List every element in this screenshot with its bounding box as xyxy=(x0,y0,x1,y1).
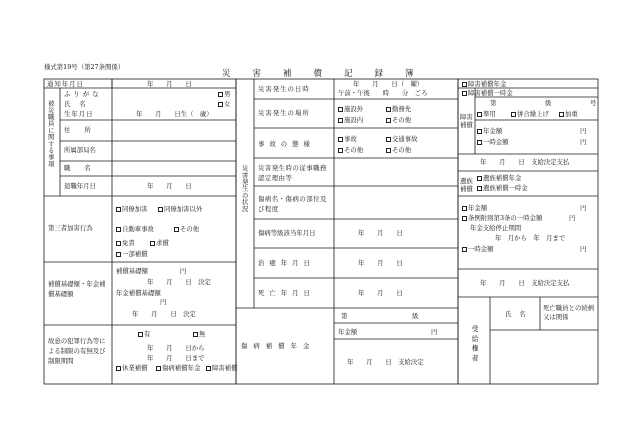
dob-value: 年 月 日生（ 歳） xyxy=(136,110,213,118)
checkbox-icon xyxy=(193,332,198,337)
bereaved-lump-label[interactable]: 一時金額 xyxy=(462,246,494,252)
occur-place-label: 災害発生の場所 xyxy=(258,109,310,117)
disability-opt-pension[interactable]: 障害補償年金 xyxy=(462,81,506,87)
sick-pension-amount-unit: 円 xyxy=(431,328,438,336)
third-opt-exempt[interactable]: 免責 xyxy=(116,240,135,246)
checkbox-icon xyxy=(116,366,121,371)
accident-opt-accident[interactable]: 事故 xyxy=(338,136,357,142)
base-line-4: 円 xyxy=(160,298,167,306)
third-opt-car[interactable]: 自動車事故 xyxy=(116,226,154,232)
accident-opt-traffic[interactable]: 交通事故 xyxy=(386,136,418,142)
female-checkbox[interactable]: 女 xyxy=(218,101,230,107)
supplementary-lump-unit: 円 xyxy=(569,214,576,222)
checkbox-icon xyxy=(116,252,121,257)
checkbox-icon xyxy=(462,91,467,96)
disability-sub-add[interactable]: 加重 xyxy=(559,111,578,117)
disability-opt-lump[interactable]: 障害補償一時金 xyxy=(462,90,513,96)
base-line-1: 補償基礎額 円 xyxy=(116,267,187,275)
injury-label: 傷病名・傷病の部位及び程度 xyxy=(258,195,327,214)
supplementary-lump-label[interactable]: 条例附則第3条の一時金額 xyxy=(462,215,542,221)
disability-pension-unit: 円 xyxy=(580,127,587,135)
checkbox-icon xyxy=(158,207,163,212)
sick-grade-suffix: 級 xyxy=(412,312,419,320)
duty-reason-label: 災害発生時の従事職務認定理由等 xyxy=(258,164,327,183)
recipient-group-label: 受給権者 xyxy=(470,325,479,365)
sick-pension-decided: 年 月 日 支給決定 xyxy=(347,358,424,366)
checkbox-icon xyxy=(218,92,223,97)
checkbox-icon xyxy=(150,241,155,246)
victim-group-label: 被災職員に関する事項 xyxy=(46,100,55,167)
name-label: 氏名 xyxy=(64,100,95,108)
retire-date-label: 退職年月日 xyxy=(64,182,96,190)
bereaved-decided: 年 月 日 支給決定支払 xyxy=(480,279,570,287)
crime-from: 年 月 日から xyxy=(147,344,205,352)
disability-grade-suffix: 級 xyxy=(545,99,552,107)
checkbox-icon xyxy=(511,112,516,117)
crime-type-disability[interactable]: 障害補償 xyxy=(206,365,238,371)
checkbox-icon xyxy=(462,247,467,252)
checkbox-icon xyxy=(116,227,121,232)
retire-date-value: 年 月 日 xyxy=(147,182,192,190)
sick-grade-prefix: 第 xyxy=(341,312,348,320)
accident-label: 事故の態様 xyxy=(258,140,315,148)
checkbox-icon xyxy=(138,332,143,337)
grade-date-label: 傷病等級該当年月日 xyxy=(258,229,316,237)
bereaved-opt-pension[interactable]: 遺族補償年金 xyxy=(477,175,521,181)
crime-type-leave[interactable]: 休業補償 xyxy=(116,365,148,371)
disability-lump-unit: 円 xyxy=(580,138,587,146)
recipient-name-label: 氏名 xyxy=(505,310,534,318)
checkbox-icon xyxy=(116,207,121,212)
accident-opt-other1[interactable]: その他 xyxy=(338,147,363,153)
third-party-label: 第三者加害行為 xyxy=(48,224,93,232)
checkbox-icon xyxy=(206,366,211,371)
checkbox-icon xyxy=(462,206,467,211)
checkbox-icon xyxy=(559,112,564,117)
occurrence-group-label: 災害発生の状況 xyxy=(240,165,249,212)
third-opt-noncolleague[interactable]: 同僚加害以外 xyxy=(158,206,202,212)
occur-datetime-label: 災害発生の日時 xyxy=(258,85,310,93)
checkbox-icon xyxy=(477,176,482,181)
crime-to: 年 月 日まで xyxy=(147,354,205,362)
checkbox-icon xyxy=(386,137,391,142)
third-opt-colleague[interactable]: 同僚加害 xyxy=(116,206,148,212)
place-opt-workplace[interactable]: 勤務先 xyxy=(386,106,411,112)
place-opt-outside[interactable]: 施設外 xyxy=(338,106,363,112)
checkbox-icon xyxy=(174,227,179,232)
checkbox-icon xyxy=(386,118,391,123)
checkbox-icon xyxy=(386,107,391,112)
checkbox-icon xyxy=(338,118,343,123)
checkbox-icon xyxy=(116,241,121,246)
recipient-relation-label: 死亡職員との続柄又は関係 xyxy=(543,304,595,321)
checkbox-icon xyxy=(338,137,343,142)
disability-grade-unit: 号 xyxy=(590,99,597,107)
disability-lump-label[interactable]: 一時金額 xyxy=(477,139,509,145)
accident-opt-other2[interactable]: その他 xyxy=(386,147,411,153)
bereaved-group-label: 遺族補償 xyxy=(460,177,473,193)
third-opt-claim[interactable]: 求償 xyxy=(150,240,169,246)
grade-date-value: 年 月 日 xyxy=(358,229,403,237)
checkbox-icon xyxy=(477,186,482,191)
death-date-label: 死亡年月日 xyxy=(258,289,315,297)
page-title: 災害補償記録簿 xyxy=(222,69,436,79)
checkbox-icon xyxy=(386,148,391,153)
checkbox-icon xyxy=(156,366,161,371)
bereaved-opt-lump[interactable]: 遺族補償一時金 xyxy=(477,185,528,191)
death-date-value: 年 月 日 xyxy=(358,289,403,297)
disability-decided: 年 月 日 支給決定支払 xyxy=(480,158,570,166)
checkbox-icon xyxy=(477,140,482,145)
occur-datetime-line1: 年 月 日（ 曜） xyxy=(353,80,424,88)
sick-pension-amount-label: 年金額 xyxy=(338,328,358,336)
place-opt-inside[interactable]: 施設内 xyxy=(338,117,363,123)
notify-date-label: 通知年月日 xyxy=(47,80,84,88)
disability-grade-prefix: 第 xyxy=(490,99,497,107)
base-amount-label: 補償基礎額・年金補償基礎額 xyxy=(48,280,106,298)
form-number: 様式第19号（第27条関係） xyxy=(44,63,125,71)
base-line-2: 年 月 日 決定 xyxy=(147,278,211,286)
pension-stop-label: 年金支給停止期間 xyxy=(470,224,522,232)
checkbox-icon xyxy=(338,148,343,153)
checkbox-icon xyxy=(338,107,343,112)
disability-pension-label[interactable]: 年金額 xyxy=(477,128,502,134)
checkbox-icon xyxy=(477,112,482,117)
checkbox-icon xyxy=(477,129,482,134)
base-line-3: 年金補償基礎額 xyxy=(116,289,161,297)
dob-label: 生年月日 xyxy=(64,110,94,118)
checkbox-icon xyxy=(462,216,467,221)
bereaved-pension-label[interactable]: 年金額 xyxy=(462,205,487,211)
bereaved-pension-unit: 円 xyxy=(580,204,587,212)
crime-type-pension[interactable]: 傷病補償年金 xyxy=(156,365,200,371)
sick-pension-label: 傷病補償年金 xyxy=(241,342,316,350)
department-label: 所属部局名 xyxy=(64,146,96,154)
notify-date-value: 年 月 日 xyxy=(147,80,192,88)
male-checkbox[interactable]: 男 xyxy=(218,91,230,97)
disability-sub-apply[interactable]: 準用 xyxy=(477,111,496,117)
crime-label: 故意の犯罪行為等による制限の有無及び制限期間 xyxy=(48,337,106,365)
disability-sub-merge[interactable]: 併合繰上げ xyxy=(511,111,549,117)
checkbox-icon xyxy=(218,102,223,107)
bereaved-lump-unit: 円 xyxy=(580,245,587,253)
job-label: 職名 xyxy=(64,164,105,172)
crime-opt-yes[interactable]: 有 xyxy=(138,331,150,337)
disability-group-label: 障害補償 xyxy=(460,113,473,129)
address-label: 住所 xyxy=(64,126,105,134)
cure-date-value: 年 月 日 xyxy=(358,259,403,267)
checkbox-icon xyxy=(462,82,467,87)
base-line-5: 年 月 日 決定 xyxy=(132,310,196,318)
crime-opt-no[interactable]: 無 xyxy=(193,331,205,337)
furigana-label: ふりがな xyxy=(64,90,102,98)
third-opt-other[interactable]: その他 xyxy=(174,226,199,232)
cure-date-label: 治癒年月日 xyxy=(258,259,315,267)
pension-stop-range: 年 月から 年 月まで xyxy=(495,234,566,242)
occur-datetime-line2: 午前・午後 時 分 ごろ xyxy=(338,89,428,97)
place-opt-other[interactable]: その他 xyxy=(386,117,411,123)
third-opt-partial[interactable]: 一部補償 xyxy=(116,251,148,257)
